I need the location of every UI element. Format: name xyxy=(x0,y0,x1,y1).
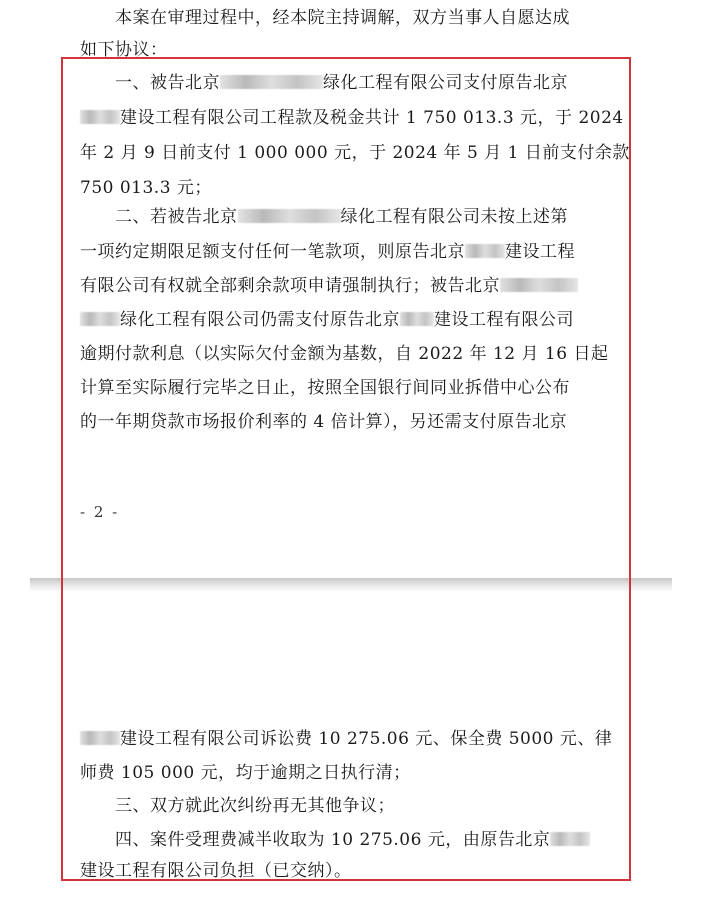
clause-2-line-4-suffix: 建设工程有限公司 xyxy=(434,310,574,330)
clause-2-line-3-text: 有限公司有权就全部剩余款项申请强制执行；被告北京 xyxy=(80,276,500,296)
clause-2-line-5: 逾期付款利息（以实际欠付金额为基数，自 2022 年 12 月 16 日起 xyxy=(80,344,609,364)
clause-2-line-2-text: 一项约定期限足额支付任何一笔款项，则原告北京 xyxy=(80,242,465,262)
clause-1-line-3: 年 2 月 9 日前支付 1 000 000 元，于 2024 年 5 月 1 日前支付余款 xyxy=(80,143,630,163)
clause-1-line-4: 750 013.3 元； xyxy=(80,178,212,198)
clause-2-line-6: 计算至实际履行完毕之日止，按照全国银行间同业拆借中心公布 xyxy=(80,378,570,398)
clause-1-defendant-suffix: 绿化工程有限公司支付原告北京 xyxy=(323,73,568,93)
page-number: - 2 - xyxy=(80,503,120,521)
clause-2-line-9: 师费 105 000 元，均于逾期之日执行清； xyxy=(80,763,411,783)
clause-2-prefix: 二、若被告北京 xyxy=(80,207,238,227)
highlight-frame xyxy=(61,57,631,881)
clause-2-line-2-suffix: 建设工程 xyxy=(505,242,575,262)
clause-2-fees-text: 建设工程有限公司诉讼费 10 275.06 元、保全费 5000 元、律 xyxy=(120,729,613,749)
clause-1-amount-text: 建设工程有限公司工程款及税金共计 1 750 013.3 元，于 2024 xyxy=(120,108,624,128)
clause-4-text: 四、案件受理费减半收取为 10 275.06 元，由原告北京 xyxy=(80,830,551,850)
clause-2-defendant-suffix: 绿化工程有限公司未按上述第 xyxy=(340,207,568,227)
clause-1-prefix: 一、被告北京 xyxy=(80,73,220,93)
clause-4-line-2: 建设工程有限公司负担（已交纳）。 xyxy=(80,861,352,881)
paragraph-intro-line-1: 本案在审理过程中，经本院主持调解，双方当事人自愿达成 xyxy=(80,8,570,28)
clause-2-line-4-text: 绿化工程有限公司仍需支付原告北京 xyxy=(120,310,400,330)
clause-2-line-7: 的一年期贷款市场报价利率的 4 倍计算），另还需支付原告北京 xyxy=(80,412,568,432)
clause-3-line-1: 三、双方就此次纠纷再无其他争议； xyxy=(80,796,395,816)
paragraph-intro-line-2: 如下协议： xyxy=(80,40,168,60)
